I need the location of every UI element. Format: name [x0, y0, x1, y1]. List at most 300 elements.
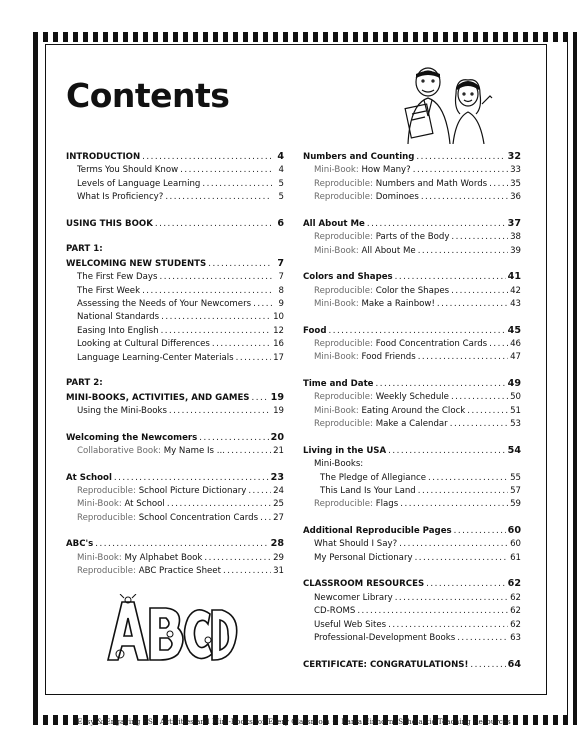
dot-leader: [236, 352, 271, 365]
toc-entry: [66, 164, 284, 177]
toc-entry-title: [77, 405, 167, 418]
toc-entry-item-title: Make a Rainbow!: [361, 299, 435, 310]
toc-entry-label: Language Learning-Center Materials: [77, 352, 234, 363]
dot-leader: [451, 231, 508, 244]
toc-entry-title: [314, 285, 449, 298]
toc-right-column: [303, 150, 521, 672]
dot-leader: [204, 552, 271, 565]
toc-entry: [66, 471, 284, 485]
toc-entry-page: 36: [510, 192, 521, 203]
toc-entry-page: 62: [510, 619, 521, 630]
toc-entry-label: The First Week: [77, 285, 141, 296]
toc-entry: [303, 377, 521, 391]
dot-leader: [437, 298, 508, 311]
toc-entry-label: CLASSROOM RESOURCES: [303, 579, 425, 590]
toc-entry-label: What Is Proficiency?: [77, 192, 164, 203]
toc-entry-title: [66, 377, 103, 390]
toc-entry-item-title: Weekly Schedule: [375, 392, 449, 403]
toc-entry-label: Reproducible:: [314, 419, 376, 430]
dot-leader: [416, 151, 505, 164]
toc-entry: [66, 217, 284, 231]
toc-entry-page: 57: [510, 486, 521, 497]
toc-entry-label: Reproducible:: [77, 486, 139, 497]
toc-entry-title: [314, 231, 449, 244]
toc-entry-label: Welcoming the Newcomers: [66, 432, 198, 443]
toc-entry-page: 54: [507, 444, 521, 456]
toc-entry: [66, 498, 284, 511]
toc-entry-title: [77, 285, 140, 298]
dot-leader: [454, 525, 506, 538]
toc-entry: [66, 391, 284, 405]
toc-entry-label: Reproducible:: [314, 192, 376, 203]
toc-entry-label: Reproducible:: [77, 566, 139, 577]
toc-entry-label: Professional-Development Books: [314, 633, 456, 644]
toc-entry-page: 10: [273, 312, 284, 323]
toc-entry-title: [314, 619, 386, 632]
toc-entry-label: PART 2:: [66, 378, 103, 389]
toc-entry: [66, 377, 284, 390]
toc-entry-title: [314, 592, 393, 605]
dot-leader: [161, 325, 271, 338]
toc-entry-title: [320, 485, 416, 498]
toc-entry-page: 43: [510, 299, 521, 310]
dot-leader: [223, 565, 271, 578]
toc-entry-title: [303, 659, 468, 672]
footer-copyright: Easy & Engaging ESL Activities and Mini-Books for Every Classroom © Kama Einhorn, Scholastic Teaching Resources: [77, 717, 511, 726]
dot-leader: [470, 659, 505, 672]
dot-leader: [328, 325, 505, 338]
dot-leader: [160, 271, 273, 284]
toc-entry-title: [77, 271, 158, 284]
toc-entry: [66, 243, 284, 256]
toc-entry-page: 23: [270, 471, 284, 483]
dot-leader: [169, 405, 271, 418]
toc-entry-page: 20: [270, 431, 284, 443]
dot-leader: [395, 592, 508, 605]
toc-entry-title: [66, 472, 112, 485]
dot-leader: [248, 485, 271, 498]
toc-entry: [66, 405, 284, 418]
toc-entry-page: 38: [510, 232, 521, 243]
toc-entry-page: 62: [510, 606, 521, 617]
dot-leader: [489, 338, 508, 351]
toc-entry-label: Reproducible:: [314, 232, 376, 243]
toc-entry: [66, 191, 284, 204]
toc-entry-label: Mini-Book:: [77, 499, 125, 510]
toc-entry-label: Additional Reproducible Pages: [303, 526, 452, 537]
toc-entry: [303, 231, 521, 244]
dot-leader: [95, 538, 268, 551]
toc-entry: [303, 632, 521, 645]
toc-entry-item-title: Food Concentration Cards: [375, 339, 488, 350]
dot-leader: [167, 498, 271, 511]
toc-entry: [66, 552, 284, 565]
dot-leader: [388, 445, 505, 458]
toc-entry: [66, 311, 284, 324]
toc-entry-label: Mini-Book:: [314, 245, 362, 256]
toc-entry-title: [77, 311, 159, 324]
toc-entry-label: Levels of Language Learning: [77, 178, 201, 189]
dot-leader: [415, 552, 508, 565]
toc-entry-title: [66, 258, 206, 271]
toc-entry-label: Food: [303, 325, 327, 336]
toc-entry-title: [77, 191, 163, 204]
toc-entry-item-title: Flags: [375, 499, 399, 510]
toc-entry-item-title: Parts of the Body: [375, 232, 450, 243]
dot-leader: [489, 178, 508, 191]
dot-leader: [142, 285, 272, 298]
toc-entry-page: 46: [510, 339, 521, 350]
dot-leader: [421, 191, 508, 204]
toc-entry-title: [314, 338, 487, 351]
toc-entry-title: [303, 445, 386, 458]
toc-entry: [303, 324, 521, 338]
dot-leader: [400, 498, 508, 511]
toc-entry: [303, 658, 521, 672]
toc-left-column: [66, 150, 284, 579]
toc-entry: [303, 285, 521, 298]
toc-entry-page: 4: [278, 165, 284, 176]
toc-entry-page: 24: [273, 486, 284, 497]
toc-entry-title: [320, 472, 426, 485]
toc-entry: [303, 538, 521, 551]
toc-entry-title: [77, 485, 246, 498]
toc-entry-label: National Standards: [77, 312, 160, 323]
toc-entry-page: 19: [273, 406, 284, 417]
dot-leader: [399, 538, 508, 551]
toc-entry-page: 33: [510, 165, 521, 176]
toc-entry-page: 59: [510, 499, 521, 510]
toc-entry-label: Reproducible:: [77, 512, 139, 523]
toc-entry-item-title: Make a Calendar: [375, 419, 448, 430]
dot-leader: [252, 392, 269, 405]
toc-entry-page: 25: [273, 499, 284, 510]
toc-entry: [66, 298, 284, 311]
toc-entry-title: [77, 512, 258, 525]
toc-entry-label: Mini-Book:: [314, 405, 362, 416]
toc-entry-title: [77, 445, 225, 458]
dot-leader: [161, 311, 271, 324]
toc-entry-page: 49: [507, 378, 521, 390]
toc-entry: [303, 338, 521, 351]
toc-entry: [303, 605, 521, 618]
toc-entry-page: 29: [273, 552, 284, 563]
toc-entry: [303, 270, 521, 284]
toc-entry-title: [303, 578, 424, 591]
toc-entry-page: 31: [273, 566, 284, 577]
toc-entry-page: 7: [277, 257, 284, 269]
dot-leader: [450, 418, 508, 431]
dot-leader: [413, 164, 508, 177]
toc-entry-title: [314, 632, 455, 645]
toc-entry-label: Mini-Book:: [314, 352, 362, 363]
toc-entry-page: 16: [273, 339, 284, 350]
toc-entry-title: [314, 245, 416, 258]
toc-entry: [303, 592, 521, 605]
abcd-letters-illustration: [104, 594, 238, 664]
toc-entry-page: 17: [273, 352, 284, 363]
toc-entry-title: [77, 325, 159, 338]
toc-entry-label: This Land Is Your Land: [320, 486, 416, 497]
toc-entry-label: The First Few Days: [77, 272, 158, 283]
toc-entry-title: [314, 298, 435, 311]
toc-entry-title: [314, 605, 355, 618]
toc-entry-page: 60: [510, 539, 521, 550]
toc-entry-label: MINI-BOOKS, ACTIVITIES, AND GAMES: [66, 392, 250, 403]
toc-entry-page: 21: [273, 446, 284, 457]
toc-entry-label: The Pledge of Allegiance: [320, 472, 427, 483]
toc-entry-title: [314, 418, 448, 431]
toc-entry-label: Reproducible:: [314, 178, 376, 189]
toc-entry-title: [66, 151, 140, 164]
toc-entry-label: Living in the USA: [303, 445, 387, 456]
dot-leader: [212, 338, 271, 351]
toc-entry-title: [77, 178, 200, 191]
toc-entry: [66, 512, 284, 525]
toc-entry-page: 62: [510, 592, 521, 603]
toc-entry-title: [303, 378, 374, 391]
toc-entry: [303, 351, 521, 364]
dot-leader: [418, 245, 508, 258]
dot-leader: [451, 391, 508, 404]
toc-entry-title: [66, 218, 153, 231]
toc-entry-page: 39: [510, 245, 521, 256]
toc-entry-label: CD-ROMS: [314, 606, 356, 617]
toc-entry-page: 4: [277, 151, 284, 162]
toc-entry-title: [314, 458, 363, 471]
toc-entry-label: Easing Into English: [77, 325, 159, 336]
toc-entry-page: 27: [273, 512, 284, 523]
toc-entry-page: 5: [278, 178, 284, 189]
toc-entry: [303, 245, 521, 258]
toc-entry-title: [314, 498, 398, 511]
toc-entry-item-title: At School: [124, 499, 165, 510]
toc-entry-title: [303, 525, 452, 538]
toc-entry-page: 8: [278, 285, 284, 296]
toc-entry-label: At School: [66, 472, 112, 483]
toc-entry-title: [314, 351, 416, 364]
toc-entry-label: Using the Mini-Books: [77, 406, 167, 417]
toc-entry-label: Assessing the Needs of Your Newcomers: [77, 299, 252, 310]
page-title: Contents: [66, 76, 230, 115]
toc-entry-item-title: My Name Is ...: [163, 446, 225, 457]
toc-entry-label: Reproducible:: [314, 339, 376, 350]
toc-entry-label: Reproducible:: [314, 285, 376, 296]
toc-entry-page: 62: [507, 578, 521, 590]
dot-leader: [418, 485, 508, 498]
toc-entry-item-title: Eating Around the Clock: [361, 405, 466, 416]
toc-entry: [66, 325, 284, 338]
toc-entry-title: [66, 243, 103, 256]
toc-entry-title: [77, 164, 178, 177]
toc-entry: [303, 444, 521, 458]
toc-entry-label: Reproducible:: [314, 392, 376, 403]
toc-entry-title: [314, 164, 411, 177]
toc-entry-item-title: Food Friends: [361, 352, 416, 363]
toc-entry-title: [77, 338, 210, 351]
toc-entry-title: [303, 151, 414, 164]
dot-leader: [467, 405, 508, 418]
toc-entry: [303, 458, 521, 471]
toc-entry-title: [66, 432, 197, 445]
toc-entry: [303, 418, 521, 431]
dot-leader: [428, 472, 508, 485]
toc-entry-label: Mini-Book:: [77, 552, 125, 563]
toc-entry: [66, 285, 284, 298]
toc-entry-title: [77, 552, 202, 565]
toc-entry: [66, 352, 284, 365]
dot-leader: [457, 632, 508, 645]
dot-leader: [357, 605, 508, 618]
toc-entry: [303, 191, 521, 204]
toc-entry: [66, 485, 284, 498]
dot-leader: [395, 271, 506, 284]
toc-entry: [303, 178, 521, 191]
dot-leader: [199, 432, 268, 445]
toc-entry: [303, 298, 521, 311]
toc-entry: [66, 537, 284, 551]
toc-entry-title: [314, 391, 449, 404]
toc-entry-label: Collaborative Book:: [77, 446, 164, 457]
toc-entry: [66, 565, 284, 578]
dot-leader: [165, 191, 272, 204]
toc-entry-page: 32: [507, 151, 521, 162]
toc-entry-page: 5: [278, 192, 284, 203]
toc-entry: [66, 445, 284, 458]
toc-entry-page: 64: [507, 658, 521, 670]
teacher-and-girl-illustration: [398, 64, 498, 144]
toc-entry-label: Numbers and Counting: [303, 152, 415, 162]
toc-entry-title: [314, 538, 397, 551]
toc-entry-label: Useful Web Sites: [314, 619, 387, 630]
toc-entry-page: 47: [510, 352, 521, 363]
toc-entry-title: [314, 552, 413, 565]
toc-entry-page: 55: [510, 472, 521, 483]
toc-entry: [303, 524, 521, 538]
toc-entry-label: All About Me: [303, 218, 365, 229]
toc-entry: [303, 552, 521, 565]
toc-entry-page: 45: [507, 324, 521, 336]
toc-entry-title: [77, 498, 165, 511]
dot-leader: [114, 472, 269, 485]
toc-entry-page: 37: [507, 217, 521, 229]
toc-entry-label: CERTIFICATE: CONGRATULATIONS!: [303, 659, 469, 670]
toc-entry-item-title: My Alphabet Book: [124, 552, 203, 563]
toc-entry-item-title: School Concentration Cards: [138, 512, 259, 523]
toc-entry-label: Looking at Cultural Differences: [77, 339, 210, 350]
toc-entry: [303, 619, 521, 632]
toc-entry: [66, 271, 284, 284]
toc-entry-item-title: ABC Practice Sheet: [138, 566, 221, 577]
toc-entry: [303, 391, 521, 404]
toc-entry-label: INTRODUCTION: [66, 152, 141, 162]
toc-entry-page: 51: [510, 405, 521, 416]
toc-entry-page: 6: [277, 217, 284, 229]
toc-entry: [303, 577, 521, 591]
toc-entry-item-title: All About Me: [361, 245, 416, 256]
toc-entry-label: Mini-Books:: [314, 459, 364, 470]
toc-entry-title: [303, 271, 393, 284]
toc-entry-label: What Should I Say?: [314, 539, 398, 550]
toc-entry: [303, 472, 521, 485]
toc-entry-title: [303, 218, 365, 231]
toc-entry-title: [66, 392, 250, 405]
toc-entry: [303, 498, 521, 511]
dot-leader: [253, 298, 272, 311]
toc-entry-item-title: School Picture Dictionary: [138, 486, 247, 497]
dot-leader: [451, 285, 508, 298]
toc-entry-title: [77, 298, 251, 311]
toc-entry: [66, 338, 284, 351]
toc-entry-label: ABC's: [66, 539, 94, 550]
toc-entry-item-title: Color the Shapes: [375, 285, 450, 296]
dot-leader: [388, 619, 508, 632]
toc-entry-title: [314, 178, 487, 191]
toc-entry-label: Mini-Book:: [314, 165, 362, 176]
toc-entry: [303, 150, 521, 164]
dot-leader: [260, 512, 271, 525]
toc-entry: [66, 150, 284, 164]
toc-entry-page: 12: [273, 325, 284, 336]
toc-entry-page: 53: [510, 419, 521, 430]
toc-entry-title: [314, 191, 419, 204]
toc-entry-title: [66, 538, 93, 551]
toc-entry-page: 9: [278, 299, 284, 310]
dot-leader: [418, 351, 508, 364]
toc-entry-page: 19: [270, 391, 284, 403]
toc-entry-label: Colors and Shapes: [303, 272, 393, 283]
toc-entry: [66, 178, 284, 191]
toc-entry-page: 28: [270, 538, 284, 550]
toc-entry-label: Time and Date: [303, 379, 374, 390]
toc-entry-label: PART 1:: [66, 244, 103, 255]
toc-entry-page: 50: [510, 392, 521, 403]
dot-leader: [142, 151, 272, 164]
toc-entry-title: [303, 325, 326, 338]
dot-leader: [376, 378, 506, 391]
toc-entry-label: Terms You Should Know: [77, 165, 179, 176]
dot-leader: [208, 258, 272, 271]
toc-entry-page: 7: [278, 272, 284, 283]
toc-entry-label: WELCOMING NEW STUDENTS: [66, 258, 207, 269]
dot-leader: [367, 218, 506, 231]
toc-entry-page: 60: [507, 525, 521, 537]
dot-leader: [227, 445, 271, 458]
dot-leader: [155, 218, 272, 231]
toc-entry: [303, 405, 521, 418]
toc-entry: [303, 164, 521, 177]
toc-entry-page: 63: [510, 633, 521, 644]
toc-entry-label: Mini-Book:: [314, 299, 362, 310]
toc-entry-label: Newcomer Library: [314, 592, 393, 603]
toc-entry-label: My Personal Dictionary: [314, 552, 413, 563]
toc-entry: [66, 257, 284, 271]
toc-entry: [66, 431, 284, 445]
dot-leader: [202, 178, 272, 191]
toc-entry-item-title: Numbers and Math Words: [375, 178, 488, 189]
toc-entry-item-title: How Many?: [361, 165, 411, 176]
toc-entry-page: 42: [510, 285, 521, 296]
toc-entry-label: Reproducible:: [314, 499, 376, 510]
toc-entry-title: [77, 352, 234, 365]
dot-leader: [426, 578, 505, 591]
toc-entry-item-title: Dominoes: [375, 192, 419, 203]
toc-entry-label: USING THIS BOOK: [66, 218, 153, 229]
dot-leader: [180, 164, 272, 177]
toc-entry: [303, 485, 521, 498]
toc-entry-page: 35: [510, 178, 521, 189]
toc-entry-title: [314, 405, 465, 418]
